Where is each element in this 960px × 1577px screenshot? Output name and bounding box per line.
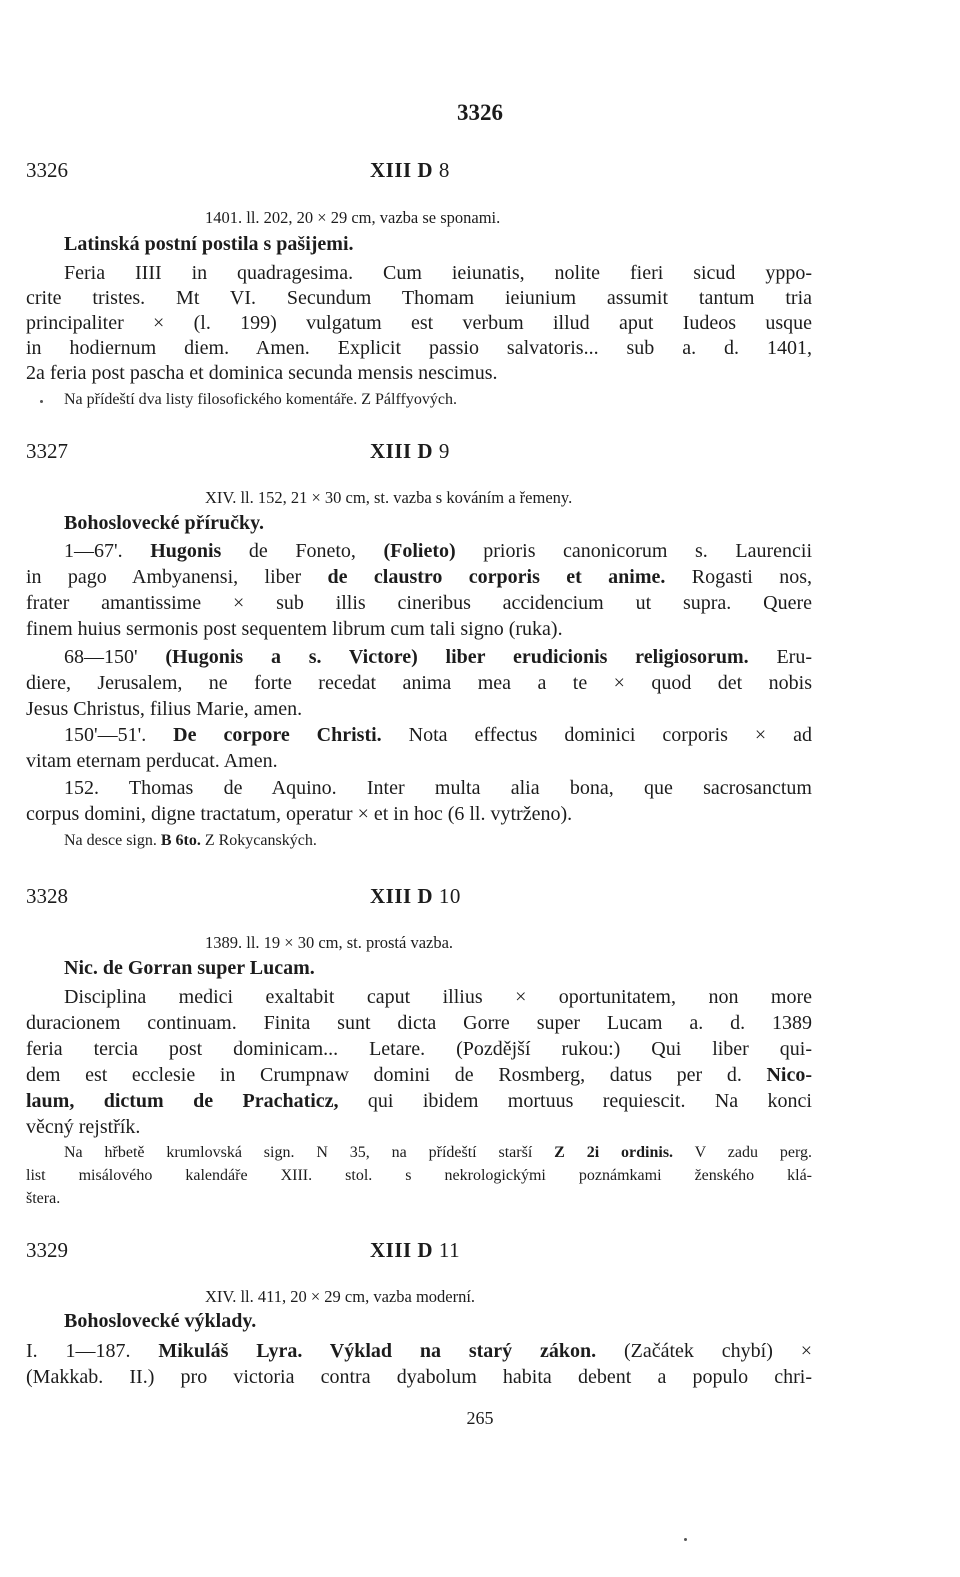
text-line: corpus domini, digne tractatum, operatur × et in hoc (6 ll. vytrženo). [26,803,573,825]
text-line: 1—67'. Hugonis de Foneto, (Folieto) prioris canonicorum s. Laurencii [64,540,813,562]
text-line: věcný rejstřík. [26,1116,141,1138]
manuscript-title: Latinská postní postila s pašijemi. [64,233,354,255]
text-line: I. 1—187. Mikuláš Lyra. Výklad na starý zákon. (Začátek chybí) × [26,1340,812,1362]
text-line: diere, Jerusalem, ne forte recedat anima mea a te × quod det nobis [26,672,812,694]
shelfmark: XIII D 11 [370,1238,461,1262]
text-line: crite tristes. Mt VI. Secundum Thomam ieiunium assumit tantum tria [26,287,812,309]
text-line: (Makkab. II.) pro victoria contra dyabolum habita debent a populo chri- [26,1366,812,1388]
physical-description: XIV. ll. 152, 21 × 30 cm, st. vazba s kováním a řemeny. [205,488,573,507]
text-line: 68—150' (Hugonis a s. Victore) liber erudicionis religiosorum. Eru- [64,646,812,668]
text-line: in hodiernum diem. Amen. Explicit passio salvatoris... sub a. d. 1401, [26,337,812,359]
ink-speck [684,1538,687,1541]
physical-description: XIV. ll. 411, 20 × 29 cm, vazba moderní. [205,1287,476,1306]
provenance-note: list misálového kalendáře XIII. stol. s nekrologickými poznámkami ženského klá- [26,1167,812,1184]
physical-description: 1389. ll. 19 × 30 cm, st. prostá vazba. [205,933,454,952]
entry-number: 3328 [26,884,68,908]
page-number: 265 [466,1408,494,1428]
ink-speck [40,400,43,403]
text-line: laum, dictum de Prachaticz, qui ibidem mortuus requiescit. Na konci [26,1090,812,1112]
manuscript-title: Nic. de Gorran super Lucam. [64,957,315,979]
shelfmark: XIII D 8 [370,158,450,182]
physical-description: 1401. ll. 202, 20 × 29 cm, vazba se sponami. [205,208,501,227]
text-line: dem est ecclesie in Crumpnaw domini de Rosmberg, datus per d. Nico- [26,1064,812,1086]
provenance-note: Na hřbetě krumlovská sign. N 35, na přídeští starší Z 2i ordinis. V zadu perg. [64,1144,812,1161]
entry-heading-3328 [0,884,960,918]
text-line: 2a feria post pascha et dominica secunda mensis nescimus. [26,362,498,384]
text-line: Disciplina medici exaltabit caput illius × oportunitatem, non more [64,986,812,1008]
text-line: 152. Thomas de Aquino. Inter multa alia bona, que sacrosanctum [64,777,812,799]
text-line: vitam eternam perducat. Amen. [26,750,278,772]
provenance-note: Na desce sign. B 6to. Z Rokycanských. [64,832,317,849]
entry-heading-3326 [0,158,960,192]
provenance-note: štera. [26,1190,61,1207]
entry-heading-3329 [0,1238,960,1272]
text-line: principaliter × (l. 199) vulgatum est verbum illud aput Iudeos usque [26,312,812,334]
manuscript-title: Bohoslovecké příručky. [64,512,265,534]
entry-number: 3329 [26,1238,68,1262]
provenance-note: Na přídeští dva listy filosofického komentáře. Z Pálffyových. [64,391,457,408]
text-line: Jesus Christus, filius Marie, amen. [26,698,303,720]
shelfmark: XIII D 9 [370,439,450,463]
manuscript-title: Bohoslovecké výklady. [64,1310,257,1332]
text-line: Feria IIII in quadragesima. Cum ieiunatis, nolite fieri sicud yppo- [64,262,812,284]
entry-heading-3327 [0,439,960,473]
text-line: finem huius sermonis post sequentem librum cum tali signo (ruka). [26,618,563,640]
text-line: 150'—51'. De corpore Christi. Nota effectus dominici corporis × ad [64,724,812,746]
text-line: feria tercia post dominicam... Letare. (Pozdější rukou:) Qui liber qui- [26,1038,812,1060]
entry-number: 3326 [26,158,68,182]
entry-number: 3327 [26,439,68,463]
text-line: frater amantissime × sub illis cineribus accidencium ut supra. Quere [26,592,812,614]
text-line: duracionem continuam. Finita sunt dicta Gorre super Lucam a. d. 1389 [26,1012,812,1034]
shelfmark: XIII D 10 [370,884,461,908]
running-head: 3326 [457,100,503,125]
text-line: in pago Ambyanensi, liber de claustro corporis et anime. Rogasti nos, [26,566,812,588]
